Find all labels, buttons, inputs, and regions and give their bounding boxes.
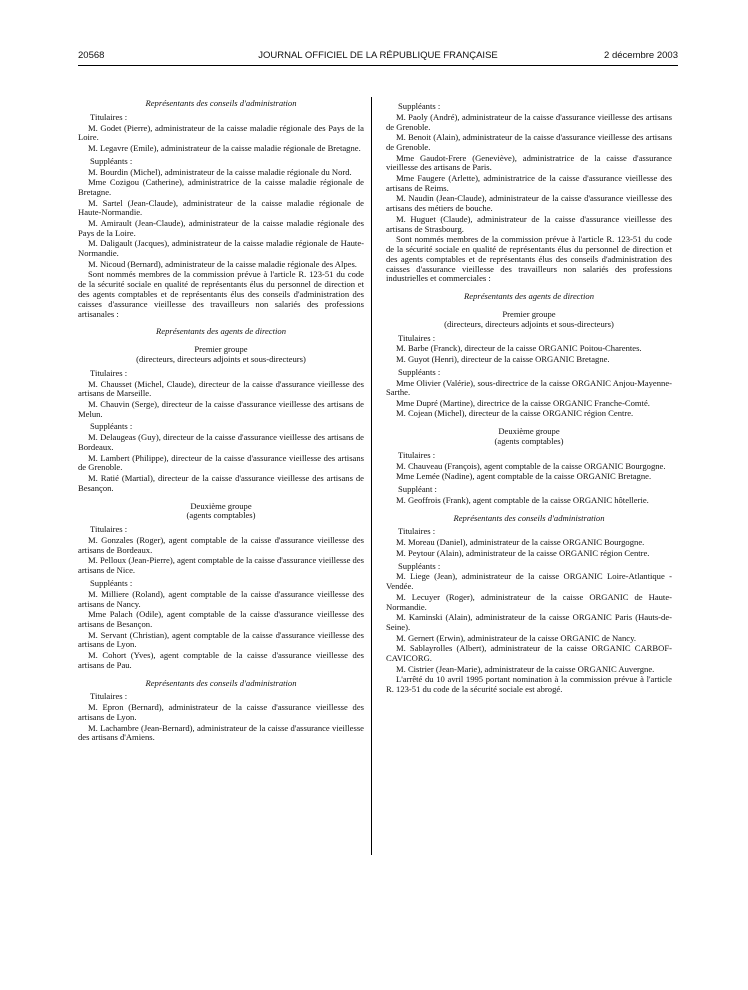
paragraph: M. Bourdin (Michel), administrateur de la caisse maladie régionale du Nord. xyxy=(88,166,352,177)
paragraph: M. Daligault (Jacques), administrateur de la caisse maladie régionale de Haute-Normandie. xyxy=(78,238,364,259)
paragraph: M. Kaminski (Alain), administrateur de la caisse ORGANIC Paris (Hauts-de-Seine). xyxy=(386,612,672,633)
left-column xyxy=(78,99,364,744)
paragraph: M. Pelloux (Jean-Pierre), agent comptable de la caisse d'assurance vieillesse des artisans de Nice. xyxy=(78,555,364,576)
paragraph: M. Guyot (Henri), directeur de la caisse ORGANIC Bretagne. xyxy=(396,353,610,364)
paragraph: M. Godet (Pierre), administrateur de la caisse maladie régionale des Pays de la Loire. xyxy=(78,122,364,143)
list-label: Suppléant : xyxy=(398,484,437,495)
paragraph: M. Nicoud (Bernard), administrateur de la caisse maladie régionale des Alpes. xyxy=(88,258,357,269)
paragraph: Sont nommés membres de la commission prévue à l'article R. 123-51 du code de la sécurité sociale en qualité de représentants élus du personnel de direction et des agents comptables et de représentants élus des conseils d'administration des caisses d'assurance vieillesse des travailleurs non salariés des professions artisanales : xyxy=(78,269,364,319)
paragraph: M. Chausset (Michel, Claude), directeur de la caisse d'assurance vieillesse des artisans de Marseille. xyxy=(78,378,364,399)
paragraph: Mme Palach (Odile), agent comptable de la caisse d'assurance vieillesse des artisans de Besançon. xyxy=(78,609,364,630)
list-label: Suppléants : xyxy=(90,421,133,432)
paragraph: M. Liege (Jean), administrateur de la caisse ORGANIC Loire-Atlantique - Vendée. xyxy=(386,571,672,592)
list-label: Titulaires : xyxy=(90,111,128,122)
right-column xyxy=(386,99,672,696)
list-label: Titulaires : xyxy=(398,449,436,460)
paragraph: M. Ratié (Martial), directeur de la caisse d'assurance vieillesse des artisans de Besançon. xyxy=(78,473,364,493)
paragraph: M. Lambert (Philippe), directeur de la caisse d'assurance vieillesse des artisans de Grenoble. xyxy=(78,452,364,473)
paragraph: M. Cojean (Michel), directeur de la caisse ORGANIC région Centre. xyxy=(396,408,634,419)
group-subheading: (agents comptables) xyxy=(494,436,564,447)
group-heading: Deuxième groupe xyxy=(190,500,252,511)
paragraph: M. Amirault (Jean-Claude), administrateur de la caisse maladie régionale des Pays de la Loire. xyxy=(78,217,364,238)
paragraph: M. Moreau (Daniel), administrateur de la caisse ORGANIC Bourgogne. xyxy=(396,537,645,548)
page-header xyxy=(78,51,678,65)
paragraph: Mme Dupré (Martine), directrice de la caisse ORGANIC Franche-Comté. xyxy=(396,397,650,408)
paragraph: Mme Gaudot-Frere (Geneviève), administratrice de la caisse d'assurance vieillesse des artisans de Paris. xyxy=(386,152,672,173)
paragraph: M. Cohort (Yves), agent comptable de la caisse d'assurance vieillesse des artisans de Pau. xyxy=(78,650,364,670)
paragraph: M. Naudin (Jean-Claude), administrateur de la caisse d'assurance vieillesse des artisans des métiers de bouche. xyxy=(386,193,672,214)
group-heading: Deuxième groupe xyxy=(498,426,560,437)
list-label: Suppléants : xyxy=(90,155,133,166)
paragraph: M. Delaugeas (Guy), directeur de la caisse d'assurance vieillesse des artisans de Bordeaux. xyxy=(78,432,364,453)
list-label: Titulaires : xyxy=(90,367,128,378)
header-rule xyxy=(78,65,678,66)
paragraph: M. Epron (Bernard), administrateur de la caisse d'assurance vieillesse des artisans de Lyon. xyxy=(78,702,364,722)
paragraph: M. Gernert (Erwin), administrateur de la caisse ORGANIC de Nancy. xyxy=(396,632,636,643)
list-label: Suppléants : xyxy=(398,101,441,111)
paragraph: Mme Cozigou (Catherine), administratrice de la caisse maladie régionale de Bretagne. xyxy=(78,177,364,197)
page-number: 20568 xyxy=(78,50,105,61)
paragraph: Mme Faugere (Arlette), administratrice de la caisse d'assurance vieillesse des artisans de Reims. xyxy=(386,172,672,193)
list-label: Suppléants : xyxy=(398,366,441,377)
group-subheading: (directeurs, directeurs adjoints et sous-directeurs) xyxy=(444,318,614,329)
paragraph: M. Cistrier (Jean-Marie), administrateur de la caisse ORGANIC Auvergne. xyxy=(396,663,655,674)
paragraph: Mme Olivier (Valérie), sous-directrice de la caisse ORGANIC Anjou-Mayenne-Sarthe. xyxy=(386,377,672,398)
list-label: Titulaires : xyxy=(90,524,128,535)
paragraph: M. Barbe (Franck), directeur de la caisse ORGANIC Poitou-Charentes. xyxy=(396,343,642,354)
group-heading: Premier groupe xyxy=(502,308,556,319)
paragraph: M. Chauvin (Serge), directeur de la caisse d'assurance vieillesse des artisans de Melun. xyxy=(78,398,364,419)
section-caption: Représentants des agents de direction xyxy=(156,326,286,337)
paragraph: M. Gonzales (Roger), agent comptable de la caisse d'assurance vieillesse des artisans de Bordeaux. xyxy=(78,535,364,555)
paragraph: M. Milliere (Roland), agent comptable de la caisse d'assurance vieillesse des artisans de Nancy. xyxy=(78,588,364,609)
paragraph: M. Legavre (Emile), administrateur de la caisse maladie régionale de Bretagne. xyxy=(88,142,361,153)
section-caption: Représentants des conseils d'administration xyxy=(145,677,297,688)
section-caption: Représentants des conseils d'administration xyxy=(145,98,297,108)
section-caption: Représentants des conseils d'administration xyxy=(453,512,605,523)
group-subheading: (directeurs, directeurs adjoints et sous-directeurs) xyxy=(136,353,306,364)
paragraph: M. Servant (Christian), agent comptable de la caisse d'assurance vieillesse des artisans de Lyon. xyxy=(78,629,364,650)
group-heading: Premier groupe xyxy=(194,344,248,355)
paragraph: M. Lecuyer (Roger), administrateur de la caisse ORGANIC de Haute-Normandie. xyxy=(386,591,672,612)
group-subheading: (agents comptables) xyxy=(186,510,256,521)
journal-title: JOURNAL OFFICIEL DE LA RÉPUBLIQUE FRANÇAISE xyxy=(258,50,498,61)
paragraph: Sont nommés membres de la commission prévue à l'article R. 123-51 du code de la sécurité sociale en qualité de représentants élus du personnel de direction et des agents comptables et de représentants élus des conseils d'administration des caisses d'assurance vieillesse des travailleurs non salariés des professions industrielles et commerciales : xyxy=(386,234,672,284)
paragraph: L'arrêté du 10 avril 1995 portant nomination à la commission prévue à l'article R. 123-51 du code de la sécurité sociale est abrogé. xyxy=(386,674,672,694)
list-label: Titulaires : xyxy=(398,526,436,537)
list-label: Suppléants : xyxy=(398,560,441,571)
paragraph: M. Peytour (Alain), administrateur de la caisse ORGANIC région Centre. xyxy=(396,547,650,558)
paragraph: M. Sablayrolles (Albert), administrateur de la caisse ORGANIC CARBOF-CAVICORG. xyxy=(386,643,672,663)
column-divider xyxy=(371,97,372,855)
publication-date: 2 décembre 2003 xyxy=(604,50,678,61)
paragraph: M. Lachambre (Jean-Bernard), administrateur de la caisse d'assurance vieillesse des artisans d'Amiens. xyxy=(78,722,364,743)
paragraph: Mme Lemée (Nadine), agent comptable de la caisse ORGANIC Bretagne. xyxy=(396,471,652,482)
list-label: Suppléants : xyxy=(90,578,133,589)
paragraph: M. Sartel (Jean-Claude), administrateur de la caisse maladie régionale de Haute-Normandie. xyxy=(78,197,364,218)
paragraph: M. Chauveau (François), agent comptable de la caisse ORGANIC Bourgogne. xyxy=(396,460,666,471)
paragraph: M. Geoffrois (Frank), agent comptable de la caisse ORGANIC hôtellerie. xyxy=(396,494,649,505)
paragraph: M. Huguet (Claude), administrateur de la caisse d'assurance vieillesse des artisans de Strasbourg. xyxy=(386,213,672,234)
section-caption: Représentants des agents de direction xyxy=(464,291,594,302)
list-label: Titulaires : xyxy=(398,332,436,343)
paragraph: M. Paoly (André), administrateur de la caisse d'assurance vieillesse des artisans de Grenoble. xyxy=(386,111,672,132)
paragraph: M. Benoit (Alain), administrateur de la caisse d'assurance vieillesse des artisans de Grenoble. xyxy=(386,132,672,152)
list-label: Titulaires : xyxy=(90,691,128,702)
